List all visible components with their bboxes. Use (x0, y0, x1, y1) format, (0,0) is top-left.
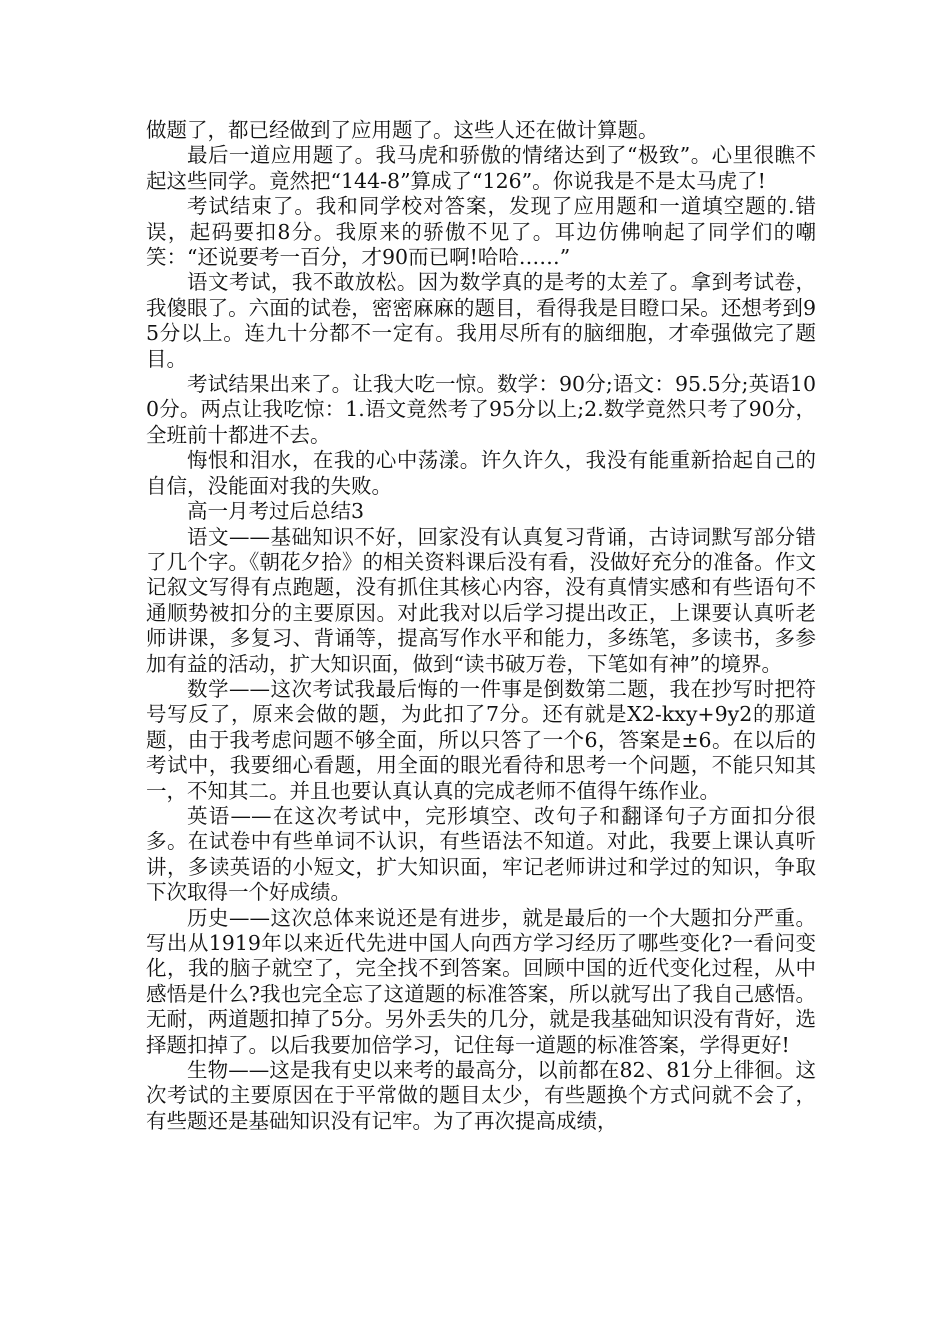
paragraph-5: 考试结果出来了。让我大吃一惊。数学：90分;语文：95.5分;英语100分。两点让我吃惊：1.语文竟然考了95分以上;2.数学竟然只考了90分，全班前十都进不去。 (146, 372, 816, 447)
paragraph-chinese: 语文——基础知识不好，回家没有认真复习背诵，古诗词默写部分错了几个字。《朝花夕拾》的相关资料课后没有看，没做好充分的准备。作文记叙文写得有点跑题，没有抓住其核心内容，没有真情实感和有些语句不通顺势被扣分的主要原因。对此我对以后学习提出改正，上课要认真听老师讲课，多复习、背诵等，提高写作水平和能力，多练笔，多读书，多参加有益的活动，扩大知识面，做到“读书破万卷，下笔如有神”的境界。 (146, 524, 816, 676)
document-body (146, 118, 816, 1134)
paragraph-biology: 生物——这是我有史以来考的最高分，以前都在82、81分上徘徊。这次考试的主要原因在于平常做的题目太少，有些题换个方式问就不会了，有些题还是基础知识没有记牢。为了再次提高成绩， (146, 1058, 816, 1133)
paragraph-english: 英语——在这次考试中，完形填空、改句子和翻译句子方面扣分很多。在试卷中有些单词不认识，有些语法不知道。对此，我要上课认真听讲，多读英语的小短文，扩大知识面，牢记老师讲过和学过的知识，争取下次取得一个好成绩。 (146, 803, 816, 905)
paragraph-6: 悔恨和泪水，在我的心中荡漾。许久许久，我没有能重新拾起自己的自信，没能面对我的失败。 (146, 448, 816, 498)
paragraph-4: 语文考试，我不敢放松。因为数学真的是考的太差了。拿到考试卷，我傻眼了。六面的试卷，密密麻麻的题目，看得我是目瞪口呆。还想考到95分以上。连九十分都不一定有。我用尽所有的脑细胞，才牵强做完了题目。 (146, 270, 816, 371)
paragraph-3: 考试结束了。我和同学校对答案，发现了应用题和一道填空题的.错误，起码要扣8分。我原来的骄傲不见了。耳边仿佛响起了同学们的嘲笑：“还说要考一百分，才90而已啊!哈哈……” (146, 194, 816, 270)
paragraph-2: 最后一道应用题了。我马虎和骄傲的情绪达到了“极致”。心里很瞧不起这些同学。竟然把“144-8”算成了“126”。你说我是不是太马虎了! (146, 143, 816, 193)
section-heading: 高一月考过后总结3 (187, 499, 365, 524)
paragraph-math: 数学——这次考试我最后悔的一件事是倒数第二题，我在抄写时把符号写反了，原来会做的题，为此扣了7分。还有就是X2-kxy+9y2的那道题，由于我考虑问题不够全面，所以只答了一个6，答案是±6。在以后的考试中，我要细心看题，用全面的眼光看待和思考一个问题，不能只知其一，不知其二。并且也要认真认真的完成老师不值得午练作业。 (146, 676, 816, 803)
paragraph-1: 做题了，都已经做到了应用题了。这些人还在做计算题。 (146, 118, 659, 142)
paragraph-history: 历史——这次总体来说还是有进步，就是最后的一个大题扣分严重。写出从1919年以来近代先进中国人向西方学习经历了哪些变化?一看问变化，我的脑子就空了，完全找不到答案。回顾中国的近代变化过程，从中感悟是什么?我也完全忘了这道题的标准答案，所以就写出了我自己感悟。无耐，两道题扣掉了5分。另外丢失的几分，就是我基础知识没有背好，选择题扣掉了。以后我要加倍学习，记住每一道题的标准答案，学得更好! (146, 905, 816, 1057)
